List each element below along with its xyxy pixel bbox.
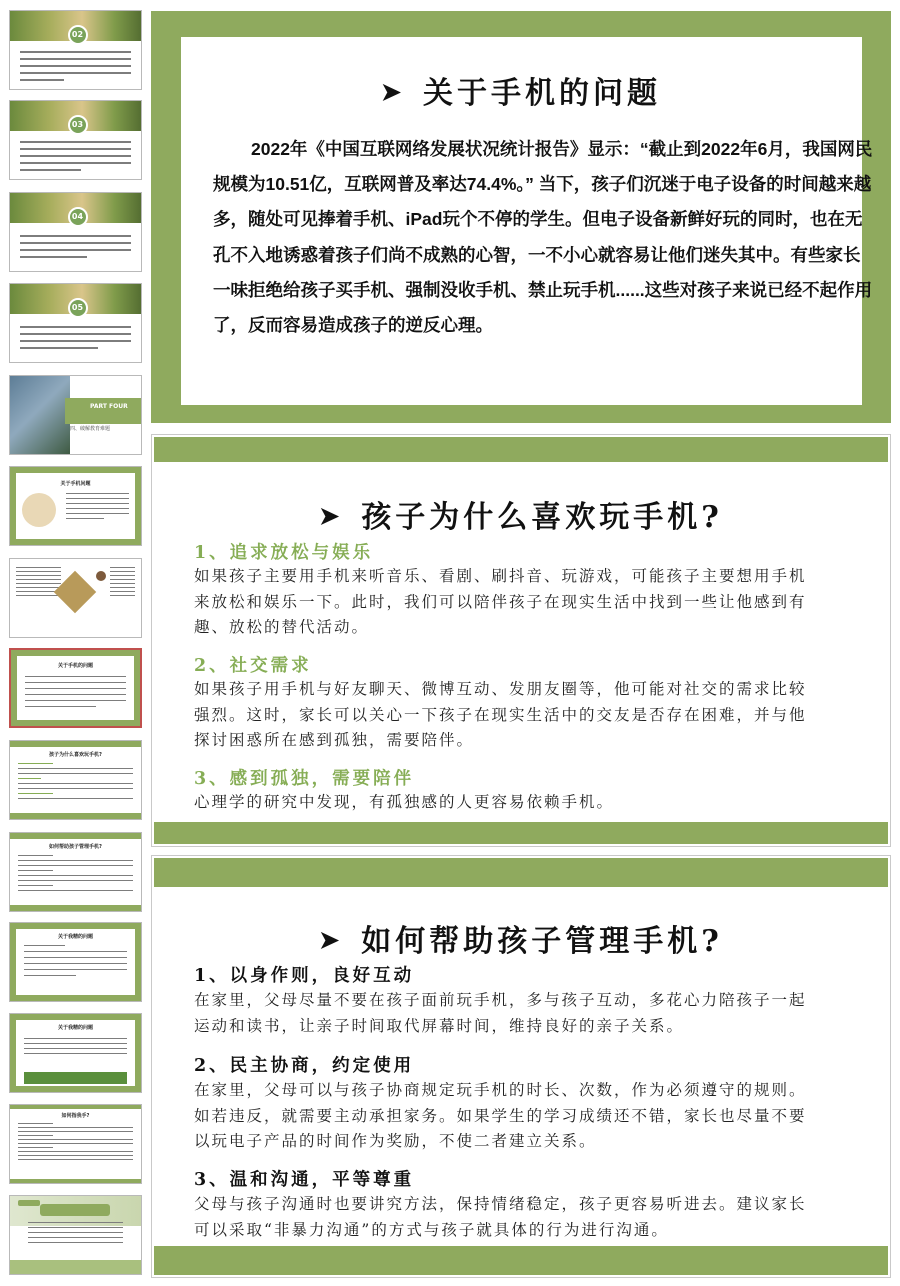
slide-thumbnail-panel bbox=[0, 0, 150, 1286]
thumb-title: 如何指我手? bbox=[61, 1113, 90, 1119]
thumb-title: 关于我精的问题 bbox=[57, 934, 93, 940]
section-body: 在家里，父母可以与孩子协商规定玩手机的时长、次数，作为必须遵守的规则。如若违反，就需要主动承担家务。如果学生的学习成绩还不错，家长也尽量不要以玩电子产品的时间作为奖励，不使二者建立关系。 bbox=[194, 1081, 807, 1151]
thumb-title: 如何帮助孩子管理手机? bbox=[49, 844, 102, 850]
section-body: 父母与孩子沟通时也要讲究方法，保持情绪稳定，孩子更容易听进去。建议家长可以采取“非暴力沟通”的方式与孩子就具体的行为进行沟通。 bbox=[194, 1195, 807, 1239]
slide-thumbnail-2[interactable] bbox=[9, 100, 142, 180]
slide-thumbnail-13[interactable] bbox=[9, 1104, 142, 1184]
section-body: 如果孩子用手机与好友聊天、微博互动、发朋友圈等，他可能对社交的需求比较强烈。这时，家长可以关心一下孩子在现实生活中的交友是否存在困难，并与他探讨困惑所在感到孤独，需要陪伴。 bbox=[194, 680, 807, 750]
arrowhead-icon: ➤ bbox=[319, 925, 344, 954]
slide-thumbnail-6[interactable] bbox=[9, 466, 142, 546]
highlight-banner bbox=[24, 1072, 127, 1084]
slide-thumbnail-1[interactable] bbox=[9, 10, 142, 90]
section-heading: 2、民主协商，约定使用 bbox=[194, 1056, 415, 1076]
slide-thumbnail-4[interactable] bbox=[9, 283, 142, 363]
slide-title: 如何帮助孩子管理手机? bbox=[361, 924, 723, 959]
section-body: 心理学的研究中发现，有孤独感的人更容易依赖手机。 bbox=[194, 793, 615, 811]
slide-thumbnail-14[interactable] bbox=[9, 1195, 142, 1275]
top-band bbox=[154, 437, 888, 462]
number-badge: 02 bbox=[68, 25, 88, 45]
section-heading: 3、感到孤独，需要陪伴 bbox=[194, 769, 415, 789]
slide-how-to-manage-phones[interactable] bbox=[151, 855, 891, 1278]
slide-thumbnail-5[interactable] bbox=[9, 375, 142, 455]
slide-phone-issue[interactable] bbox=[151, 11, 891, 423]
slide-thumbnail-11[interactable] bbox=[9, 922, 142, 1002]
section-heading: 2、社交需求 bbox=[194, 656, 312, 676]
arrowhead-icon: ➤ bbox=[319, 501, 344, 530]
number-badge: 05 bbox=[68, 298, 88, 318]
section-band bbox=[65, 398, 141, 424]
section-heading: 1、以身作则，良好互动 bbox=[194, 966, 415, 986]
section-heading: 3、温和沟通，平等尊重 bbox=[194, 1170, 415, 1190]
intro-paragraph: 2022年《中国互联网络发展状况统计报告》显示：“截止到2022年6月，我国网民规模为10.51亿，互联网普及率达74.4%。” 当下，孩子们沉迷于电子设备的时间越来越多，随处可见捧着手机、iPad玩个不停的学生。但电子设备新鲜好玩的同时，也在无孔不入地诱惑着孩子们尚不成熟的心智，一不小心就容易让他们迷失其中。有些家长一味拒绝给孩子买手机、强制没收手机、禁止玩手机......这些对孩子来说已经不起作用了，反而容易造成孩子的逆反心理。 bbox=[213, 139, 873, 336]
bottom-band bbox=[154, 1246, 888, 1275]
thumb-title: 关于手机的问题 bbox=[57, 663, 93, 669]
thumb-title: 关于手机问题 bbox=[60, 481, 91, 487]
slide-thumbnail-9[interactable] bbox=[9, 740, 142, 820]
section-body: 在家里，父母尽量不要在孩子面前玩手机，多与孩子互动，多花心力陪孩子一起运动和读书，让亲子时间取代屏幕时间，维持良好的亲子关系。 bbox=[194, 991, 807, 1035]
part-subtitle: 四、破解教育难题 bbox=[70, 426, 111, 432]
section-heading: 1、追求放松与娱乐 bbox=[194, 543, 374, 563]
slide-thumbnail-12[interactable] bbox=[9, 1013, 142, 1093]
slide-thumbnail-7[interactable] bbox=[9, 558, 142, 638]
illustration bbox=[22, 493, 56, 527]
bottom-band bbox=[154, 822, 888, 844]
slide-thumbnail-3[interactable] bbox=[9, 192, 142, 272]
thumb-title: 孩子为什么喜欢玩手机? bbox=[49, 752, 102, 758]
slide-why-kids-like-phones[interactable] bbox=[151, 434, 891, 847]
title-banner bbox=[40, 1204, 110, 1216]
number-badge: 04 bbox=[68, 207, 88, 227]
thumb-title: 关于我精的问题 bbox=[57, 1025, 93, 1031]
slide-title: 关于手机的问题 bbox=[423, 76, 662, 111]
section-body: 如果孩子主要用手机来听音乐、看剧、刷抖音、玩游戏，可能孩子主要想用手机来放松和娱乐一下。此时，我们可以陪伴孩子在现实生活中找到一些让他感到有趣、放松的替代活动。 bbox=[194, 567, 807, 637]
top-band bbox=[154, 858, 888, 887]
arrowhead-icon: ➤ bbox=[380, 77, 406, 106]
number-badge: 03 bbox=[68, 115, 88, 135]
slide-title: 孩子为什么喜欢玩手机? bbox=[361, 500, 723, 535]
graduation-photo bbox=[10, 376, 70, 454]
part-label: PART FOUR bbox=[90, 403, 128, 410]
slide-thumbnail-10[interactable] bbox=[9, 832, 142, 912]
slide-thumbnail-8-selected[interactable] bbox=[9, 648, 142, 728]
